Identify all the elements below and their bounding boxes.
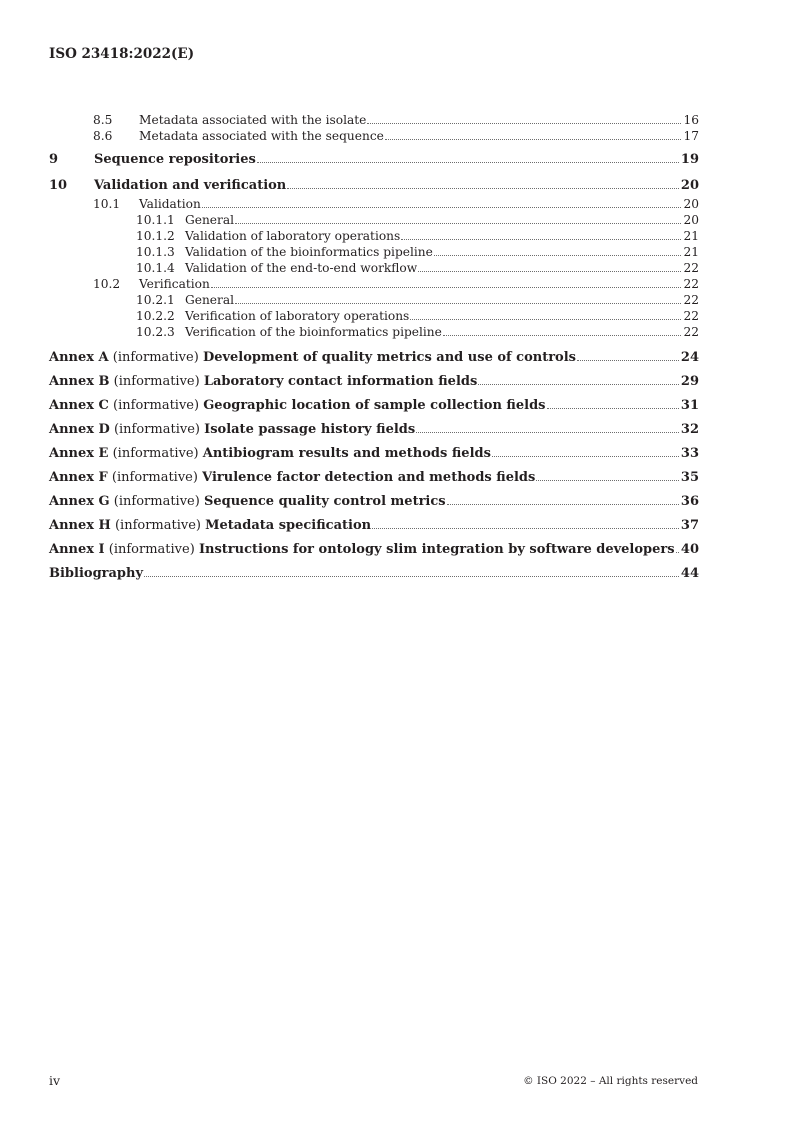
toc-entry-page: 20: [683, 213, 699, 227]
toc-entry-number: 9: [49, 152, 59, 167]
annex-title: Development of quality metrics and use of controls: [202, 350, 576, 365]
toc-entry-page: 22: [683, 261, 699, 275]
copyright-notice: © ISO 2022 – All rights reserved: [523, 1075, 698, 1087]
toc-entry-page: 21: [683, 229, 699, 243]
annex-label: Annex F: [49, 470, 108, 485]
toc-entry-10-2[interactable]: [49, 276, 699, 292]
annex-label: Annex I: [49, 542, 105, 557]
leader-dots: [478, 384, 679, 385]
annex-type: (informative): [113, 374, 200, 389]
toc-entry-10-1-2[interactable]: [49, 228, 699, 244]
toc-annex-b[interactable]: [49, 372, 699, 392]
annex-label: Annex C: [49, 398, 109, 413]
annex-title: Virulence factor detection and methods fields: [202, 470, 536, 485]
toc-entry-number: 10.1.4: [136, 261, 175, 275]
annex-page: 32: [680, 422, 699, 437]
leader-dots: [676, 552, 679, 553]
leader-dots: [492, 456, 679, 457]
toc-entry-page: 22: [683, 309, 699, 323]
annex-title: Geographic location of sample collection fields: [203, 398, 546, 413]
page-number: iv: [49, 1073, 61, 1088]
annex-page: 29: [680, 374, 699, 389]
toc-entry-page: 16: [683, 113, 699, 127]
toc-annex-c[interactable]: [49, 396, 699, 416]
toc-entry-title: General: [185, 293, 234, 307]
annex-label: Annex A: [49, 350, 109, 365]
leader-dots: [401, 239, 681, 240]
leader-dots: [385, 139, 682, 140]
toc-entry-title: Validation and verification: [94, 178, 287, 193]
leader-dots: [536, 480, 679, 481]
annex-page: 40: [680, 542, 699, 557]
annex-label: Annex H: [49, 518, 111, 533]
toc-entry-page: 22: [683, 277, 699, 291]
leader-dots: [443, 335, 682, 336]
toc-entry-title: General: [185, 213, 234, 227]
annex-type: (informative): [112, 446, 199, 461]
leader-dots: [287, 188, 679, 189]
toc-entry-title: Verification: [139, 277, 210, 291]
toc-entry-title: Validation of the end-to-end workflow: [185, 261, 418, 275]
toc-entry-10-2-1[interactable]: [49, 292, 699, 308]
toc-annex-i[interactable]: [49, 540, 699, 560]
annex-type: (informative): [114, 518, 201, 533]
toc-entry-title: Verification of the bioinformatics pipeline: [185, 325, 442, 339]
annex-title: Isolate passage history fields: [204, 422, 416, 437]
annex-label: Annex G: [49, 494, 110, 509]
toc-entry-10-1-1[interactable]: [49, 212, 699, 228]
toc-entry-number: 10.2.2: [136, 309, 175, 323]
leader-dots: [367, 123, 681, 124]
annex-title: Laboratory contact information fields: [203, 374, 478, 389]
toc-annex-a[interactable]: [49, 348, 699, 368]
toc-entry-number: 8.5: [93, 113, 113, 127]
toc-entry-title: Sequence repositories: [94, 152, 256, 167]
annex-type: (informative): [108, 542, 195, 557]
toc-entry-title: Verification of laboratory operations: [185, 309, 410, 323]
toc-entry-10-2-3[interactable]: [49, 324, 699, 340]
leader-dots: [434, 255, 682, 256]
leader-dots: [410, 319, 681, 320]
toc-annex-d[interactable]: [49, 420, 699, 440]
toc-entry-page: 22: [683, 293, 699, 307]
leader-dots: [235, 303, 681, 304]
annex-type: (informative): [111, 470, 198, 485]
toc-entry-page: 22: [683, 325, 699, 339]
annex-type: (informative): [112, 350, 199, 365]
annex-page: 35: [680, 470, 699, 485]
annex-page: 31: [680, 398, 699, 413]
leader-dots: [547, 408, 679, 409]
document-id-header: ISO 23418:2022(E): [49, 46, 195, 62]
toc-entry-8-5[interactable]: [49, 112, 699, 128]
toc-entry-10-2-2[interactable]: [49, 308, 699, 324]
toc-entry-page: 20: [683, 197, 699, 211]
toc-entry-10-1-3[interactable]: [49, 244, 699, 260]
annex-page: 24: [680, 350, 699, 365]
toc-entry-number: 10.2: [93, 277, 121, 291]
toc-entry-number: 10.2.3: [136, 325, 175, 339]
toc-entry-10[interactable]: [49, 176, 699, 196]
toc-entry-10-1[interactable]: [49, 196, 699, 212]
leader-dots: [447, 504, 679, 505]
leader-dots: [257, 162, 679, 163]
leader-dots: [235, 223, 681, 224]
bibliography-title: Bibliography: [49, 566, 144, 581]
leader-dots: [372, 528, 679, 529]
bibliography-page: 44: [680, 566, 699, 581]
toc-entry-page: 20: [680, 178, 699, 193]
toc-bibliography[interactable]: [49, 564, 699, 584]
toc-entry-title: Metadata associated with the sequence: [139, 129, 384, 143]
leader-dots: [416, 432, 679, 433]
toc-entry-number: 10.1: [93, 197, 121, 211]
toc-entry-number: 10.1.2: [136, 229, 175, 243]
annex-label: Annex D: [49, 422, 110, 437]
toc-entry-10-1-4[interactable]: [49, 260, 699, 276]
toc-entry-8-6[interactable]: [49, 128, 699, 144]
toc-entry-page: 17: [683, 129, 699, 143]
toc-entry-page: 19: [680, 152, 699, 167]
toc-annex-f[interactable]: [49, 468, 699, 488]
leader-dots: [202, 207, 682, 208]
toc-entry-title: Metadata associated with the isolate: [139, 113, 367, 127]
annex-type: (informative): [113, 422, 200, 437]
annex-label: Annex E: [49, 446, 109, 461]
toc-annex-h[interactable]: [49, 516, 699, 536]
toc-annex-g[interactable]: [49, 492, 699, 512]
toc-entry-number: 8.6: [93, 129, 113, 143]
annex-title: Antibiogram results and methods fields: [202, 446, 491, 461]
toc-entry-number: 10.2.1: [136, 293, 175, 307]
toc-entry-9[interactable]: [49, 150, 699, 170]
leader-dots: [418, 271, 681, 272]
annex-type: (informative): [113, 398, 200, 413]
leader-dots: [211, 287, 682, 288]
toc-entry-number: 10.1.3: [136, 245, 175, 259]
table-of-contents: [49, 112, 699, 584]
leader-dots: [577, 360, 679, 361]
toc-entry-number: 10.1.1: [136, 213, 175, 227]
toc-entry-page: 21: [683, 245, 699, 259]
leader-dots: [144, 576, 679, 577]
annex-title: Sequence quality control metrics: [203, 494, 446, 509]
toc-entry-title: Validation: [139, 197, 201, 211]
annex-page: 36: [680, 494, 699, 509]
toc-annex-e[interactable]: [49, 444, 699, 464]
annex-title: Instructions for ontology slim integration by software developers: [198, 542, 675, 557]
toc-entry-title: Validation of the bioinformatics pipeline: [185, 245, 433, 259]
annex-title: Metadata specification: [205, 518, 372, 533]
annex-type: (informative): [113, 494, 200, 509]
annex-page: 33: [680, 446, 699, 461]
toc-entry-title: Validation of laboratory operations: [185, 229, 401, 243]
annex-label: Annex B: [49, 374, 110, 389]
annex-page: 37: [680, 518, 699, 533]
toc-entry-number: 10: [49, 178, 68, 193]
